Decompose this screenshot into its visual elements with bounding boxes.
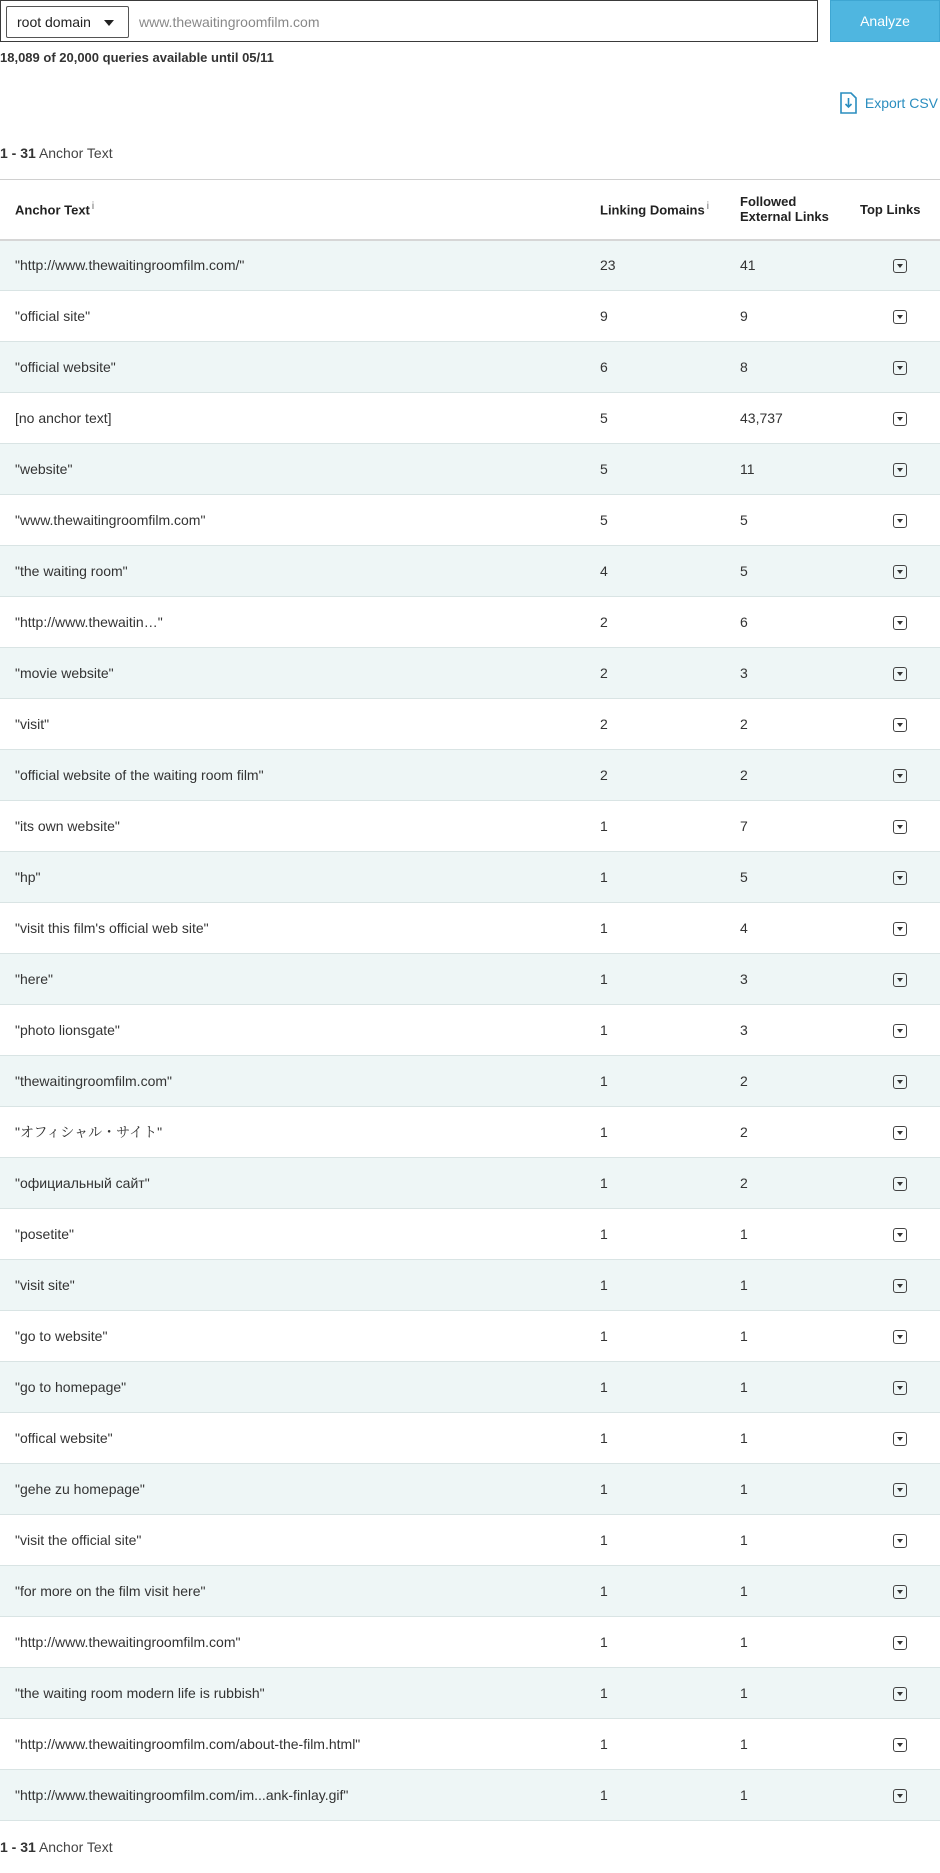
cell-anchor-text: "here" (0, 954, 600, 1005)
range-label-top (0, 145, 113, 161)
table-row (0, 1413, 940, 1464)
cell-linking-domains: 1 (600, 852, 740, 903)
cell-linking-domains: 2 (600, 648, 740, 699)
cell-top-links (860, 1260, 940, 1311)
cell-top-links (860, 954, 940, 1005)
cell-linking-domains: 1 (600, 954, 740, 1005)
cell-anchor-text: "its own website" (0, 801, 600, 852)
cell-top-links (860, 801, 940, 852)
cell-followed-links: 6 (740, 597, 860, 648)
table-row (0, 1311, 940, 1362)
cell-followed-links: 1 (740, 1209, 860, 1260)
chevron-down-icon (104, 20, 114, 26)
cell-anchor-text: "website" (0, 444, 600, 495)
cell-linking-domains: 23 (600, 240, 740, 291)
cell-top-links (860, 240, 940, 291)
cell-anchor-text: "http://www.thewaitingroomfilm.com/" (0, 240, 600, 291)
expand-icon[interactable] (893, 1585, 907, 1599)
cell-linking-domains: 9 (600, 291, 740, 342)
table-row (0, 1158, 940, 1209)
expand-icon[interactable] (893, 565, 907, 579)
table-row (0, 291, 940, 342)
cell-followed-links: 2 (740, 750, 860, 801)
table-row (0, 1362, 940, 1413)
expand-icon[interactable] (893, 1636, 907, 1650)
cell-linking-domains: 2 (600, 750, 740, 801)
cell-top-links (860, 1056, 940, 1107)
expand-icon[interactable] (893, 1177, 907, 1191)
cell-top-links (860, 1413, 940, 1464)
table-row (0, 699, 940, 750)
analyze-button[interactable]: Analyze (830, 0, 940, 42)
header-anchor-text[interactable] (0, 180, 600, 240)
cell-linking-domains: 1 (600, 1056, 740, 1107)
cell-anchor-text: [no anchor text] (0, 393, 600, 444)
expand-icon[interactable] (893, 973, 907, 987)
cell-top-links (860, 444, 940, 495)
expand-icon[interactable] (893, 1330, 907, 1344)
header-top-links: Top Links (860, 180, 940, 240)
cell-linking-domains: 1 (600, 1260, 740, 1311)
scope-select[interactable] (6, 6, 129, 38)
cell-followed-links: 41 (740, 240, 860, 291)
cell-followed-links: 1 (740, 1260, 860, 1311)
cell-anchor-text: "offical website" (0, 1413, 600, 1464)
table-row (0, 1515, 940, 1566)
cell-followed-links: 1 (740, 1413, 860, 1464)
table-row (0, 444, 940, 495)
expand-icon[interactable] (893, 361, 907, 375)
expand-icon[interactable] (893, 1279, 907, 1293)
cell-linking-domains: 1 (600, 1770, 740, 1821)
cell-followed-links: 4 (740, 903, 860, 954)
expand-icon[interactable] (893, 1738, 907, 1752)
cell-followed-links: 3 (740, 1005, 860, 1056)
cell-anchor-text: "http://www.thewaitingroomfilm.com/about-the-film.html" (0, 1719, 600, 1770)
cell-top-links (860, 1107, 940, 1158)
expand-icon[interactable] (893, 1024, 907, 1038)
cell-top-links (860, 1005, 940, 1056)
expand-icon[interactable] (893, 1687, 907, 1701)
table-row (0, 1464, 940, 1515)
range-label-bottom (0, 1839, 113, 1855)
cell-linking-domains: 5 (600, 393, 740, 444)
cell-linking-domains: 1 (600, 1005, 740, 1056)
cell-anchor-text: "go to homepage" (0, 1362, 600, 1413)
header-followed-external-links[interactable] (740, 180, 860, 240)
expand-icon[interactable] (893, 1483, 907, 1497)
table-row (0, 903, 940, 954)
table-row (0, 495, 940, 546)
header-followed-line1: Followed (740, 194, 797, 210)
cell-anchor-text: "visit" (0, 699, 600, 750)
cell-top-links (860, 1668, 940, 1719)
cell-followed-links: 1 (740, 1770, 860, 1821)
cell-anchor-text: "go to website" (0, 1311, 600, 1362)
table-row (0, 1668, 940, 1719)
cell-followed-links: 2 (740, 1158, 860, 1209)
cell-followed-links: 2 (740, 1056, 860, 1107)
cell-top-links (860, 1209, 940, 1260)
cell-linking-domains: 1 (600, 903, 740, 954)
header-followed-line2: External Links (740, 209, 829, 225)
cell-followed-links: 1 (740, 1719, 860, 1770)
cell-anchor-text: "official site" (0, 291, 600, 342)
cell-anchor-text: "official website" (0, 342, 600, 393)
cell-anchor-text: "http://www.thewaitingroomfilm.com/im...ank-finlay.gif" (0, 1770, 600, 1821)
cell-linking-domains: 1 (600, 1413, 740, 1464)
range-unit: Anchor Text (38, 145, 113, 161)
table-row (0, 342, 940, 393)
cell-top-links (860, 1770, 940, 1821)
table-row (0, 1770, 940, 1821)
header-linking-domains-label: Linking Domains (600, 202, 705, 218)
table-row (0, 240, 940, 291)
cell-linking-domains: 1 (600, 1464, 740, 1515)
export-csv-label: Export CSV (864, 95, 938, 111)
cell-followed-links: 2 (740, 1107, 860, 1158)
table-row (0, 546, 940, 597)
cell-top-links (860, 1362, 940, 1413)
cell-linking-domains: 1 (600, 1668, 740, 1719)
cell-linking-domains: 1 (600, 801, 740, 852)
table-body (0, 240, 940, 1821)
cell-top-links (860, 1515, 940, 1566)
download-file-icon (839, 92, 857, 114)
cell-top-links (860, 291, 940, 342)
cell-anchor-text: "photo lionsgate" (0, 1005, 600, 1056)
export-csv-button[interactable] (839, 92, 938, 114)
cell-anchor-text: "the waiting room modern life is rubbish" (0, 1668, 600, 1719)
expand-icon[interactable] (893, 769, 907, 783)
cell-top-links (860, 1566, 940, 1617)
cell-anchor-text: "http://www.thewaitin…" (0, 597, 600, 648)
expand-icon[interactable] (893, 514, 907, 528)
expand-icon[interactable] (893, 463, 907, 477)
expand-icon[interactable] (893, 922, 907, 936)
cell-anchor-text: "visit the official site" (0, 1515, 600, 1566)
cell-followed-links: 3 (740, 954, 860, 1005)
expand-icon[interactable] (893, 1432, 907, 1446)
cell-linking-domains: 1 (600, 1719, 740, 1770)
cell-followed-links: 1 (740, 1515, 860, 1566)
cell-top-links (860, 1464, 940, 1515)
table-row (0, 1719, 940, 1770)
expand-icon[interactable] (893, 310, 907, 324)
expand-icon[interactable] (893, 1228, 907, 1242)
header-anchor-text-label: Anchor Text (15, 202, 90, 218)
cell-followed-links: 5 (740, 495, 860, 546)
cell-linking-domains: 1 (600, 1209, 740, 1260)
cell-anchor-text: "http://www.thewaitingroomfilm.com" (0, 1617, 600, 1668)
cell-anchor-text: "official website of the waiting room film" (0, 750, 600, 801)
expand-icon[interactable] (893, 616, 907, 630)
cell-followed-links: 7 (740, 801, 860, 852)
cell-anchor-text: "hp" (0, 852, 600, 903)
cell-followed-links: 1 (740, 1311, 860, 1362)
table-row (0, 750, 940, 801)
info-icon[interactable]: i (91, 201, 95, 213)
url-input[interactable] (139, 8, 799, 36)
cell-linking-domains: 1 (600, 1107, 740, 1158)
cell-top-links (860, 546, 940, 597)
cell-anchor-text: "movie website" (0, 648, 600, 699)
cell-top-links (860, 699, 940, 750)
cell-followed-links: 1 (740, 1464, 860, 1515)
scope-select-label: root domain (17, 14, 91, 30)
range-count: 1 - 31 (0, 1839, 36, 1855)
cell-anchor-text: "www.thewaitingroomfilm.com" (0, 495, 600, 546)
cell-followed-links: 5 (740, 852, 860, 903)
cell-anchor-text: "the waiting room" (0, 546, 600, 597)
cell-top-links (860, 393, 940, 444)
table-row (0, 1056, 940, 1107)
cell-top-links (860, 342, 940, 393)
cell-anchor-text: "for more on the film visit here" (0, 1566, 600, 1617)
cell-linking-domains: 1 (600, 1617, 740, 1668)
table-header-row (0, 180, 940, 240)
header-linking-domains[interactable] (600, 180, 740, 240)
cell-followed-links: 5 (740, 546, 860, 597)
table-row (0, 954, 940, 1005)
cell-linking-domains: 1 (600, 1362, 740, 1413)
table-row (0, 1209, 940, 1260)
expand-icon[interactable] (893, 667, 907, 681)
cell-top-links (860, 1158, 940, 1209)
cell-top-links (860, 495, 940, 546)
expand-icon[interactable] (893, 1789, 907, 1803)
cell-top-links (860, 1719, 940, 1770)
range-unit: Anchor Text (38, 1839, 113, 1855)
anchor-text-table (0, 179, 940, 1821)
expand-icon[interactable] (893, 820, 907, 834)
cell-followed-links: 43,737 (740, 393, 860, 444)
cell-linking-domains: 6 (600, 342, 740, 393)
expand-icon[interactable] (893, 412, 907, 426)
cell-followed-links: 2 (740, 699, 860, 750)
quota-text: 18,089 of 20,000 queries available until 05/11 (0, 50, 274, 65)
expand-icon[interactable] (893, 871, 907, 885)
cell-top-links (860, 903, 940, 954)
table-row (0, 393, 940, 444)
table-row (0, 1005, 940, 1056)
cell-anchor-text: "posetite" (0, 1209, 600, 1260)
expand-icon[interactable] (893, 718, 907, 732)
cell-followed-links: 1 (740, 1362, 860, 1413)
table-row (0, 1260, 940, 1311)
cell-top-links (860, 597, 940, 648)
table-row (0, 1617, 940, 1668)
cell-anchor-text: "официальный сайт" (0, 1158, 600, 1209)
expand-icon[interactable] (893, 1381, 907, 1395)
cell-top-links (860, 1311, 940, 1362)
cell-anchor-text: "thewaitingroomfilm.com" (0, 1056, 600, 1107)
table-row (0, 597, 940, 648)
cell-top-links (860, 750, 940, 801)
table-row (0, 852, 940, 903)
table-row (0, 1566, 940, 1617)
cell-linking-domains: 2 (600, 597, 740, 648)
cell-linking-domains: 5 (600, 495, 740, 546)
range-count: 1 - 31 (0, 145, 36, 161)
cell-followed-links: 1 (740, 1668, 860, 1719)
expand-icon[interactable] (893, 1075, 907, 1089)
cell-linking-domains: 2 (600, 699, 740, 750)
cell-linking-domains: 4 (600, 546, 740, 597)
search-bar (0, 0, 940, 45)
cell-anchor-text: "gehe zu homepage" (0, 1464, 600, 1515)
cell-anchor-text: "オフィシャル・サイト" (0, 1107, 600, 1158)
cell-anchor-text: "visit this film's official web site" (0, 903, 600, 954)
info-icon[interactable]: i (706, 201, 709, 213)
expand-icon[interactable] (893, 1534, 907, 1548)
cell-linking-domains: 1 (600, 1566, 740, 1617)
cell-linking-domains: 1 (600, 1515, 740, 1566)
table-row (0, 1107, 940, 1158)
expand-icon[interactable] (893, 1126, 907, 1140)
search-box (0, 0, 818, 42)
cell-followed-links: 1 (740, 1617, 860, 1668)
cell-top-links (860, 648, 940, 699)
cell-linking-domains: 5 (600, 444, 740, 495)
cell-top-links (860, 852, 940, 903)
cell-linking-domains: 1 (600, 1311, 740, 1362)
expand-icon[interactable] (893, 259, 907, 273)
cell-followed-links: 11 (740, 444, 860, 495)
cell-followed-links: 3 (740, 648, 860, 699)
table-row (0, 801, 940, 852)
table-row (0, 648, 940, 699)
cell-followed-links: 1 (740, 1566, 860, 1617)
cell-followed-links: 9 (740, 291, 860, 342)
cell-top-links (860, 1617, 940, 1668)
cell-linking-domains: 1 (600, 1158, 740, 1209)
cell-followed-links: 8 (740, 342, 860, 393)
cell-anchor-text: "visit site" (0, 1260, 600, 1311)
